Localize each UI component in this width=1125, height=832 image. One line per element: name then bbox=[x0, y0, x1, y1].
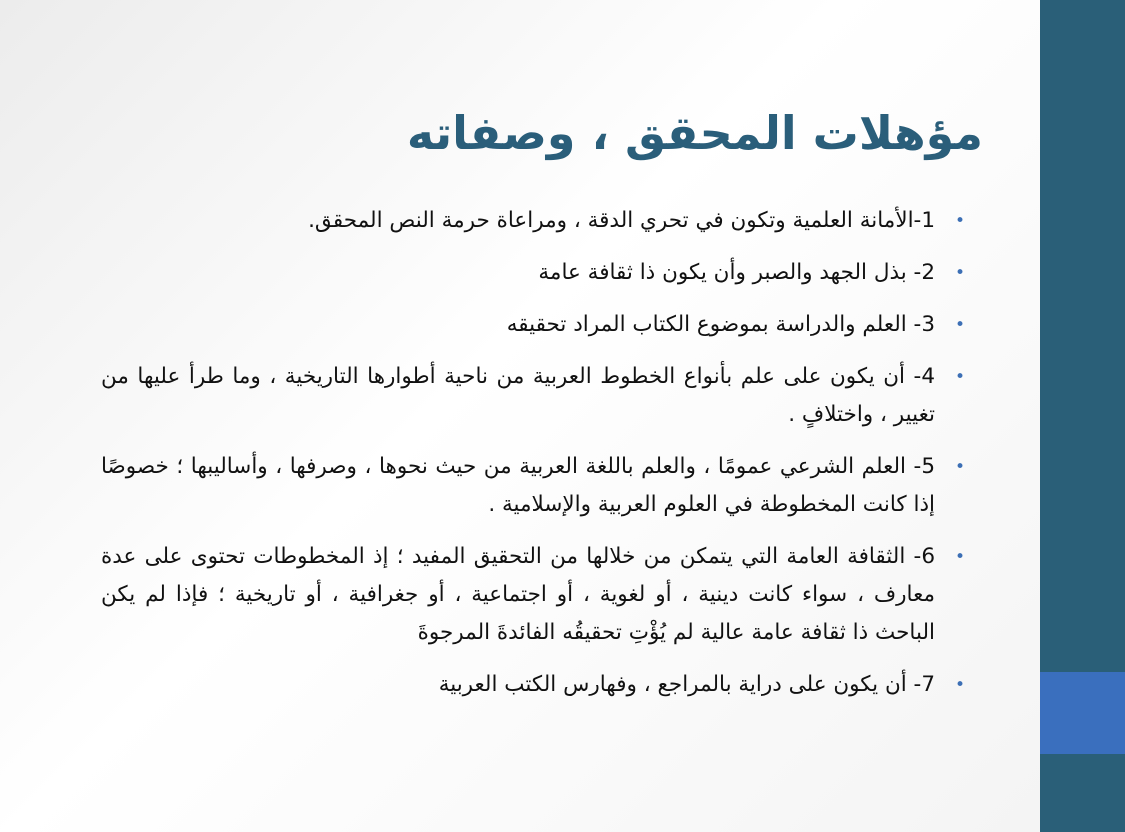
bullet-text-5: 5- العلم الشرعي عمومًا ، والعلم باللغة العربية من حيث نحوها ، وصرفها ، وأساليبها ؛ خصوصًا إذا كانت المخطوطة في العلوم العربية والإسلامية . bbox=[101, 454, 935, 517]
slide-title: مؤهلات المحقق ، وصفاته bbox=[406, 105, 983, 160]
bullet-text-7: 7- أن يكون على دراية بالمراجع ، وفهارس الكتب العربية bbox=[438, 672, 935, 697]
side-accent-block bbox=[1040, 672, 1125, 754]
bullet-item-3 bbox=[101, 306, 973, 344]
bullet-dot-icon: • bbox=[954, 315, 965, 335]
bullet-item-2 bbox=[101, 254, 973, 292]
bullet-item-7 bbox=[101, 666, 973, 704]
bullet-dot-icon: • bbox=[954, 263, 965, 283]
bullet-text-1: 1-الأمانة العلمية وتكون في تحري الدقة ، ومراعاة حرمة النص المحقق. bbox=[308, 208, 935, 233]
bullet-text-6: 6- الثقافة العامة التي يتمكن من خلالها من التحقيق المفيد ؛ إذ المخطوطات تحتوى على عدة معارف ، سواء كانت دينية ، أو لغوية ، أو اجتماعية ، أو جغرافية ، أو تاريخية ؛ فإذا لم يكن الباحث ذا ثقافة عامة عالية لم يُؤْتِ تحقيقُه الفائدةَ المرجوةَ bbox=[101, 544, 935, 645]
bullet-dot-icon: • bbox=[954, 675, 965, 695]
bullet-list bbox=[101, 202, 973, 718]
bullet-item-4 bbox=[101, 358, 973, 434]
bullet-item-5 bbox=[101, 448, 973, 524]
bullet-text-2: 2- بذل الجهد والصبر وأن يكون ذا ثقافة عامة bbox=[538, 260, 935, 285]
bullet-item-6 bbox=[101, 538, 973, 652]
bullet-dot-icon: • bbox=[954, 211, 965, 231]
bullet-text-3: 3- العلم والدراسة بموضوع الكتاب المراد تحقيقه bbox=[506, 312, 935, 337]
bullet-text-4: 4- أن يكون على علم بأنواع الخطوط العربية من ناحية أطوارها التاريخية ، وما طرأ عليها من تغيير ، واختلافٍ . bbox=[101, 364, 935, 427]
bullet-dot-icon: • bbox=[954, 457, 965, 477]
bullet-item-1 bbox=[101, 202, 973, 240]
bullet-dot-icon: • bbox=[954, 367, 965, 387]
bullet-dot-icon: • bbox=[954, 547, 965, 567]
